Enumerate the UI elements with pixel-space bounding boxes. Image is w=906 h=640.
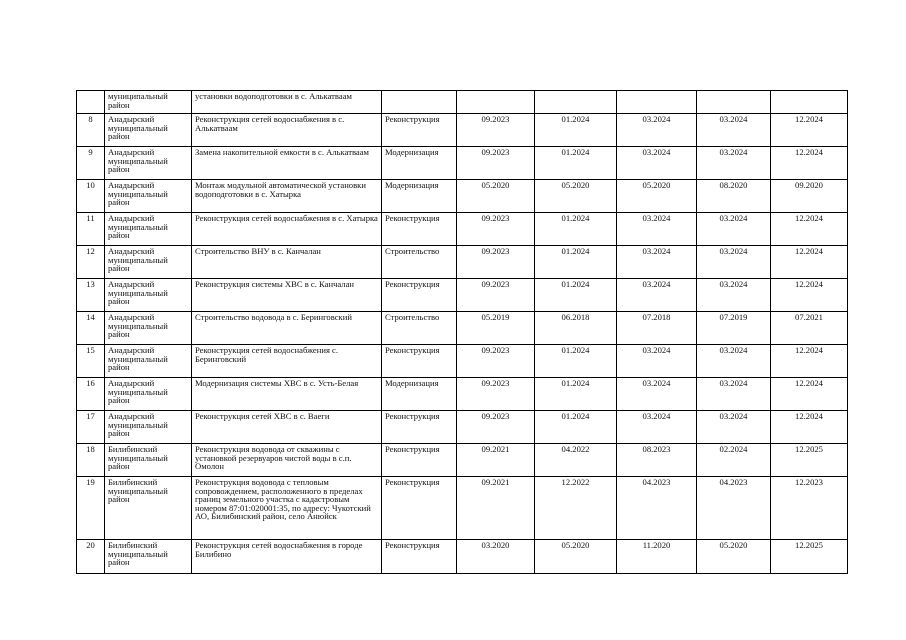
table-body xyxy=(77,91,848,574)
date-cell: 07.2021 xyxy=(771,312,848,345)
date-cell: 12.2024 xyxy=(771,279,848,312)
district-cell: Билибинский муниципальный район xyxy=(105,477,192,540)
row-number-cell: 8 xyxy=(77,114,105,147)
date-cell: 09.2023 xyxy=(457,279,535,312)
date-cell: 03.2024 xyxy=(617,411,697,444)
date-cell: 03.2024 xyxy=(697,114,771,147)
date-cell: 03.2024 xyxy=(617,114,697,147)
work-name-cell: Замена накопительной емкости в с. Алькатваам xyxy=(192,147,382,180)
table-row xyxy=(77,114,848,147)
date-cell: 12.2024 xyxy=(771,114,848,147)
work-name-cell: Реконструкция сетей водоснабжения в городе Билибино xyxy=(192,540,382,574)
work-name-cell: Реконструкция сетей водоснабжения в с. Хатырка xyxy=(192,213,382,246)
date-cell xyxy=(535,91,617,114)
date-cell: 01.2024 xyxy=(535,279,617,312)
table-row xyxy=(77,180,848,213)
date-cell: 09.2020 xyxy=(771,180,848,213)
date-cell: 04.2023 xyxy=(697,477,771,540)
date-cell: 03.2024 xyxy=(697,147,771,180)
row-number-cell: 17 xyxy=(77,411,105,444)
date-cell: 12.2024 xyxy=(771,213,848,246)
table-row xyxy=(77,147,848,180)
table-row xyxy=(77,540,848,574)
date-cell: 09.2021 xyxy=(457,477,535,540)
date-cell: 03.2024 xyxy=(697,345,771,378)
district-cell: Анадырский муниципальный район xyxy=(105,378,192,411)
district-cell: Анадырский муниципальный район xyxy=(105,114,192,147)
date-cell: 01.2024 xyxy=(535,411,617,444)
table-row xyxy=(77,345,848,378)
date-cell: 07.2018 xyxy=(617,312,697,345)
table-row xyxy=(77,477,848,540)
date-cell xyxy=(697,91,771,114)
work-name-cell: Строительство ВНУ в с. Канчалан xyxy=(192,246,382,279)
date-cell xyxy=(771,91,848,114)
date-cell: 01.2024 xyxy=(535,345,617,378)
date-cell: 09.2023 xyxy=(457,114,535,147)
table-row-continued xyxy=(77,91,848,114)
work-name-cell: установки водоподготовки в с. Алькатваам xyxy=(192,91,382,114)
date-cell: 03.2024 xyxy=(617,213,697,246)
district-cell: Анадырский муниципальный район xyxy=(105,345,192,378)
row-number-cell: 15 xyxy=(77,345,105,378)
row-number-cell: 18 xyxy=(77,444,105,477)
date-cell: 01.2024 xyxy=(535,147,617,180)
work-type-cell: Реконструкция xyxy=(382,444,457,477)
table-row xyxy=(77,246,848,279)
work-type-cell: Реконструкция xyxy=(382,213,457,246)
district-cell: Анадырский муниципальный район xyxy=(105,312,192,345)
date-cell: 09.2023 xyxy=(457,213,535,246)
date-cell: 05.2019 xyxy=(457,312,535,345)
date-cell: 04.2022 xyxy=(535,444,617,477)
work-name-cell: Монтаж модульной автоматической установки водоподготовки в с. Хатырка xyxy=(192,180,382,213)
work-type-cell xyxy=(382,91,457,114)
work-type-cell: Строительство xyxy=(382,312,457,345)
date-cell: 03.2024 xyxy=(617,279,697,312)
work-type-cell: Реконструкция xyxy=(382,540,457,574)
district-cell: муниципальный район xyxy=(105,91,192,114)
work-type-cell: Реконструкция xyxy=(382,279,457,312)
district-cell: Анадырский муниципальный район xyxy=(105,213,192,246)
table-row xyxy=(77,312,848,345)
date-cell: 09.2023 xyxy=(457,345,535,378)
work-type-cell: Реконструкция xyxy=(382,411,457,444)
date-cell: 05.2020 xyxy=(617,180,697,213)
work-name-cell: Строительство водовода в с. Беринговский xyxy=(192,312,382,345)
work-type-cell: Модернизация xyxy=(382,147,457,180)
district-cell: Анадырский муниципальный район xyxy=(105,180,192,213)
works-table xyxy=(76,90,848,574)
district-cell: Анадырский муниципальный район xyxy=(105,246,192,279)
work-name-cell: Реконструкция сетей водоснабжения в с. Алькатваам xyxy=(192,114,382,147)
date-cell: 03.2020 xyxy=(457,540,535,574)
date-cell: 09.2023 xyxy=(457,246,535,279)
row-number-cell: 13 xyxy=(77,279,105,312)
date-cell: 11.2020 xyxy=(617,540,697,574)
date-cell: 05.2020 xyxy=(535,540,617,574)
date-cell: 03.2024 xyxy=(697,279,771,312)
date-cell: 07.2019 xyxy=(697,312,771,345)
date-cell: 12.2024 xyxy=(771,147,848,180)
date-cell: 02.2024 xyxy=(697,444,771,477)
date-cell: 12.2025 xyxy=(771,540,848,574)
date-cell: 12.2024 xyxy=(771,378,848,411)
date-cell: 12.2025 xyxy=(771,444,848,477)
row-number-cell: 12 xyxy=(77,246,105,279)
work-name-cell: Реконструкция водовода от скважины с установкой резервуаров чистой воды в с.п. Омолон xyxy=(192,444,382,477)
date-cell: 03.2024 xyxy=(697,246,771,279)
date-cell: 03.2024 xyxy=(617,147,697,180)
date-cell: 08.2023 xyxy=(617,444,697,477)
district-cell: Анадырский муниципальный район xyxy=(105,279,192,312)
row-number-cell: 14 xyxy=(77,312,105,345)
table-row xyxy=(77,378,848,411)
date-cell: 01.2024 xyxy=(535,213,617,246)
work-type-cell: Модернизация xyxy=(382,378,457,411)
row-number-cell: 9 xyxy=(77,147,105,180)
date-cell: 06.2018 xyxy=(535,312,617,345)
date-cell xyxy=(457,91,535,114)
date-cell: 12.2024 xyxy=(771,345,848,378)
date-cell xyxy=(617,91,697,114)
date-cell: 12.2024 xyxy=(771,411,848,444)
row-number-cell: 16 xyxy=(77,378,105,411)
district-cell: Билибинский муниципальный район xyxy=(105,444,192,477)
district-cell: Анадырский муниципальный район xyxy=(105,411,192,444)
row-number-cell: 19 xyxy=(77,477,105,540)
date-cell: 03.2024 xyxy=(697,378,771,411)
date-cell: 09.2021 xyxy=(457,444,535,477)
date-cell: 12.2023 xyxy=(771,477,848,540)
work-type-cell: Реконструкция xyxy=(382,477,457,540)
date-cell: 03.2024 xyxy=(617,378,697,411)
date-cell: 01.2024 xyxy=(535,378,617,411)
date-cell: 05.2020 xyxy=(697,540,771,574)
work-type-cell: Реконструкция xyxy=(382,345,457,378)
date-cell: 03.2024 xyxy=(617,246,697,279)
district-cell: Билибинский муниципальный район xyxy=(105,540,192,574)
work-name-cell: Модернизация системы ХВС в с. Усть-Белая xyxy=(192,378,382,411)
date-cell: 05.2020 xyxy=(535,180,617,213)
date-cell: 03.2024 xyxy=(697,411,771,444)
date-cell: 12.2024 xyxy=(771,246,848,279)
work-name-cell: Реконструкция водовода с тепловым сопровождением, расположенного в пределах границ земельного участка с кадастровым номером 87:01:020001:35, по адресу: Чукотский АО, Билибинский район, село Анюйск xyxy=(192,477,382,540)
table-row xyxy=(77,279,848,312)
table-row xyxy=(77,213,848,246)
table-row xyxy=(77,411,848,444)
row-number-cell xyxy=(77,91,105,114)
work-type-cell: Строительство xyxy=(382,246,457,279)
work-name-cell: Реконструкция сетей ХВС в с. Ваеги xyxy=(192,411,382,444)
date-cell: 04.2023 xyxy=(617,477,697,540)
date-cell: 03.2024 xyxy=(617,345,697,378)
date-cell: 08.2020 xyxy=(697,180,771,213)
district-cell: Анадырский муниципальный район xyxy=(105,147,192,180)
date-cell: 09.2023 xyxy=(457,147,535,180)
date-cell: 09.2023 xyxy=(457,378,535,411)
work-type-cell: Модернизация xyxy=(382,180,457,213)
date-cell: 12.2022 xyxy=(535,477,617,540)
date-cell: 01.2024 xyxy=(535,246,617,279)
work-type-cell: Реконструкция xyxy=(382,114,457,147)
work-name-cell: Реконструкция системы ХВС в с. Канчалан xyxy=(192,279,382,312)
row-number-cell: 10 xyxy=(77,180,105,213)
row-number-cell: 20 xyxy=(77,540,105,574)
date-cell: 03.2024 xyxy=(697,213,771,246)
work-name-cell: Реконструкция сетей водоснабжения с. Беринговский xyxy=(192,345,382,378)
table-row xyxy=(77,444,848,477)
date-cell: 05.2020 xyxy=(457,180,535,213)
date-cell: 09.2023 xyxy=(457,411,535,444)
date-cell: 01.2024 xyxy=(535,114,617,147)
row-number-cell: 11 xyxy=(77,213,105,246)
